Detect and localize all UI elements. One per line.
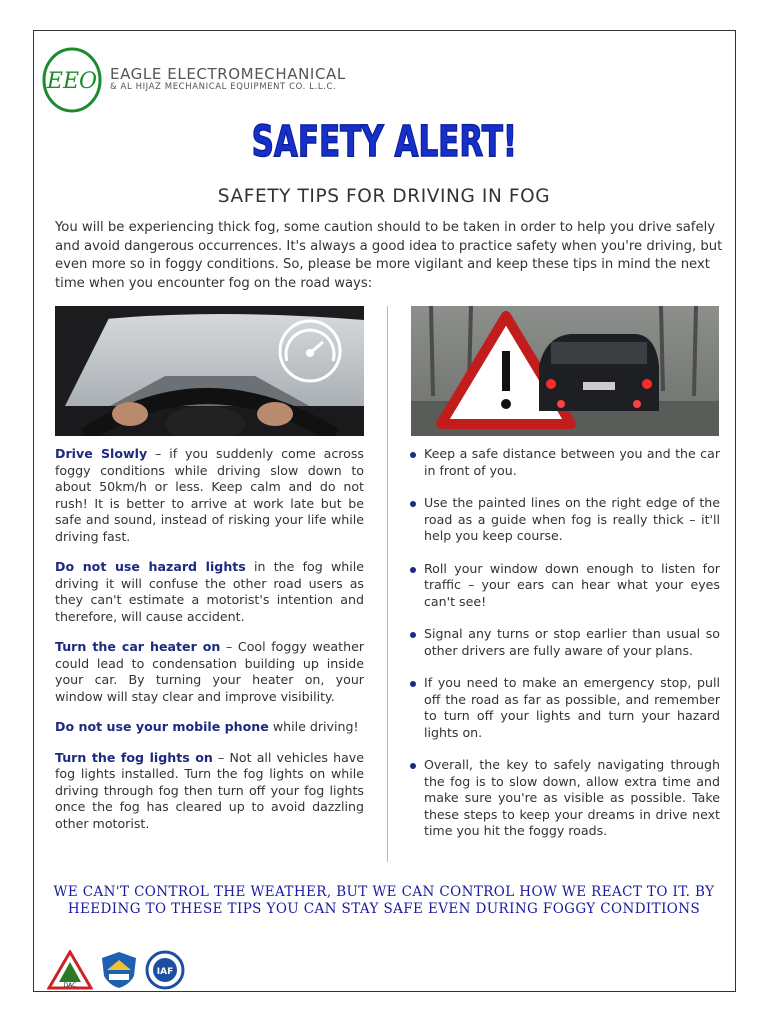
list-item (410, 675, 720, 741)
company-name-line1: EAGLE ELECTROMECHANICAL (110, 65, 346, 83)
logo-text: EEO (46, 69, 98, 94)
list-item (410, 495, 720, 545)
bullet-icon (410, 567, 416, 573)
list-item (410, 561, 720, 611)
bullet-icon (410, 452, 416, 458)
company-logo (40, 40, 104, 114)
intro-paragraph: You will be experiencing thick fog, some caution should to be taken in order to help you drive safely and avoid dangerous occurrences. It's always a good idea to practice safety when you're driving, but even more so in foggy conditions. So, please be more vigilant and keep these tips in mind the next time when you encounter fog on the road ways: (55, 220, 723, 291)
page-title-text: SAFETY ALERT! (251, 117, 517, 167)
tip-heading: Turn the car heater on (55, 639, 221, 654)
tip-text: – if you suddenly come across foggy conditions while driving slow down to about 50km/h or less. Keep calm and do not rush! It is better to arrive at work late but be safe and sound, instead of risking your life while driving fast. (55, 446, 364, 544)
tip-text: – Cool foggy weather could lead to condensation building up inside your car. By turning your heater on, your window will stay clear and improve visibility. (55, 639, 364, 704)
list-item-text: Signal any turns or stop earlier than usual so other drivers are fully aware of your plans. (424, 626, 720, 658)
bullet-icon (410, 763, 416, 769)
tip-heading: Turn the fog lights on (55, 749, 213, 765)
tip-drive-slowly (55, 446, 364, 545)
left-tips-column (55, 446, 364, 846)
list-item (410, 446, 720, 479)
steering-wheel-photo (55, 306, 364, 436)
warning-car-photo (411, 306, 719, 436)
list-item-text: If you need to make an emergency stop, pull off the road as far as possible, and remember to turn off your lights and turn your hazard lights on. (424, 675, 720, 740)
tip-hazard-lights (55, 559, 364, 625)
tip-heading: Do not use your mobile phone (55, 719, 269, 734)
certification-shield-icon (99, 950, 139, 990)
dac-badge-icon (47, 950, 93, 990)
iaf-badge-label: IAF (156, 967, 174, 977)
column-divider (387, 306, 388, 862)
iaf-badge-icon (144, 950, 186, 990)
list-item (410, 757, 720, 840)
tip-text: – Not all vehicles have fog lights installed. Turn the fog lights on while driving through fog then turn off your fog lights once the fog has cleared up to avoid dazzling other motorist. (55, 749, 365, 831)
right-tips-list (410, 446, 720, 840)
footer-message: WE CAN'T CONTROL THE WEATHER, BUT WE CAN CONTROL HOW WE REACT TO IT. BY HEEDING TO THESE TIPS YOU CAN STAY SAFE EVEN DURING FOGGY CONDITIONS (53, 884, 715, 917)
dac-badge-label: DAC (63, 982, 77, 989)
tip-heading: Drive Slowly (55, 446, 148, 461)
list-item-text: Keep a safe distance between you and the car in front of you. (424, 446, 720, 478)
tip-heading: Do not use hazard lights (55, 559, 246, 574)
list-item-text: Use the painted lines on the right edge of the road as a guide when fog is really thick – it'll help you keep course. (424, 495, 720, 543)
list-item-text: Overall, the key to safely navigating through the fog is to slow down, allow extra time and make sure you're as visible as possible. Take these steps to keep your dreams in drive next time you hit the foggy roads. (424, 757, 720, 838)
page-subtitle: SAFETY TIPS FOR DRIVING IN FOG (217, 186, 551, 207)
bullet-icon (410, 632, 416, 638)
tip-text: while driving! (268, 719, 359, 734)
tip-mobile-phone (55, 719, 364, 736)
list-item (410, 626, 720, 659)
list-item-text: Roll your window down enough to listen for traffic – your ears can hear what your eyes can't see! (424, 560, 720, 609)
page-title (0, 112, 768, 172)
company-name-line2: & AL HIJAZ MECHANICAL EQUIPMENT CO. L.L.C. (110, 82, 337, 92)
tip-car-heater (55, 639, 364, 705)
right-tips-column (410, 446, 720, 856)
tip-fog-lights (55, 750, 364, 833)
bullet-icon (410, 501, 416, 507)
company-name (110, 66, 346, 93)
bullet-icon (410, 681, 416, 687)
tip-text: in the fog while driving it will confuse the other road users as they can't estimate a motorist's intention and therefore, will cause accident. (55, 559, 365, 624)
